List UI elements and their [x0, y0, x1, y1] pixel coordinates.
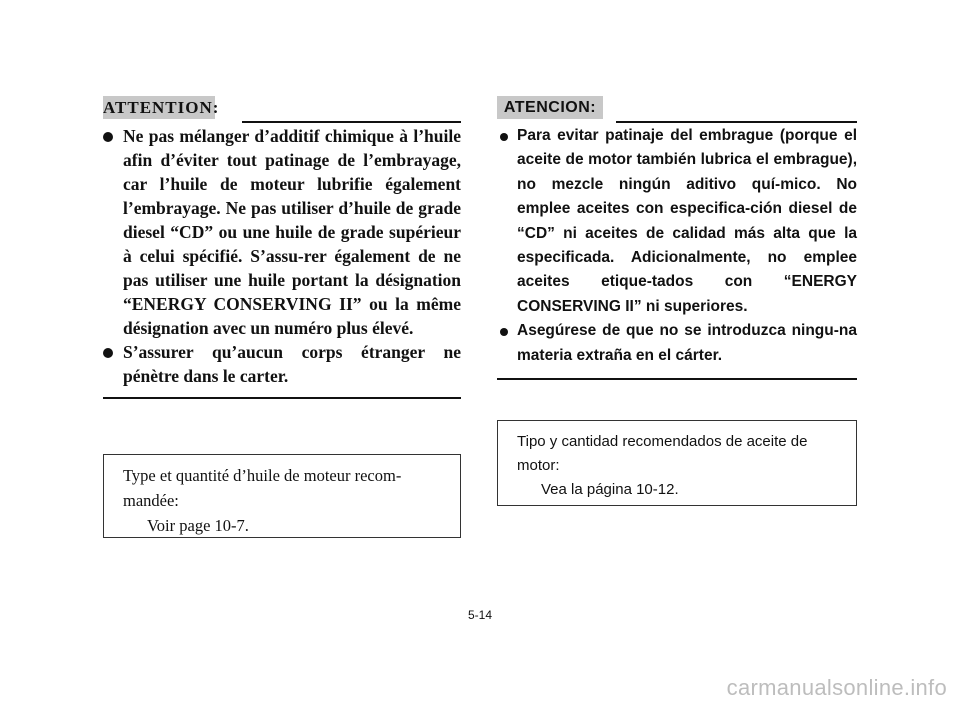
- page-reference: Vea la página 10-12.: [541, 481, 679, 498]
- bullet-icon: [103, 348, 113, 358]
- warning-text: S’assurer qu’aucun corps étranger ne pénètre dans le carter.: [123, 342, 461, 386]
- warning-list: [497, 124, 857, 368]
- atencion-header: [497, 96, 857, 124]
- section-end-rule: [497, 378, 857, 380]
- box-text: Type et quantité d’huile de moteur recom-: [123, 466, 402, 485]
- oil-info-box-fr: [103, 454, 461, 538]
- bullet-icon: [500, 328, 508, 336]
- warning-item: [103, 340, 461, 388]
- atencion-badge: ATENCION:: [497, 96, 603, 119]
- page-number: 5-14: [467, 608, 493, 622]
- attention-badge: ATTENTION:: [103, 98, 220, 117]
- oil-info-box-es: [497, 420, 857, 506]
- warning-text: Asegúrese de que no se introduzca ningu-na materia extraña en el cárter.: [517, 322, 857, 364]
- french-column: [103, 96, 461, 399]
- warning-item: [497, 319, 857, 368]
- box-text: motor:: [517, 457, 560, 474]
- box-text: mandée:: [123, 491, 179, 510]
- warning-text: Ne pas mélanger d’additif chimique à l’huile afin d’éviter tout patinage de l’embrayage, car l’huile de moteur lubrifie également l’embrayage. Ne pas utiliser d’huile de grade diesel “CD” ou une huile de grade supérieur à celui spécifié. S’assu-rer également de ne pas utiliser une huile portant la désignation “ENERGY CONSERVING II” ou la même désignation avec un numéro plus élevé.: [123, 126, 461, 338]
- header-rule: [242, 121, 461, 123]
- header-rule: [616, 121, 857, 123]
- warning-item: [103, 124, 461, 340]
- bullet-icon: [103, 132, 113, 142]
- warning-item: [497, 124, 857, 319]
- warning-list: [103, 124, 461, 388]
- box-text: Tipo y cantidad recomendados de aceite de: [517, 433, 808, 450]
- warning-text: Para evitar patinaje del embrague (porque el aceite de motor también lubrica el embrague), no mezcle ningún aditivo quí-mico. No emplee aceites con especifica-ción diesel de “CD” ni aceites de calidad más alta que la especificada. Adicionalmente, no emplee aceites etique-tados con “ENERGY CONSERVING II” ni superiores.: [517, 127, 857, 315]
- page-reference: Voir page 10-7.: [147, 516, 249, 535]
- spanish-column: [497, 96, 857, 380]
- attention-header: [103, 96, 461, 124]
- bullet-icon: [500, 133, 508, 141]
- section-end-rule: [103, 397, 461, 399]
- watermark: carmanualsonline.info: [726, 675, 947, 700]
